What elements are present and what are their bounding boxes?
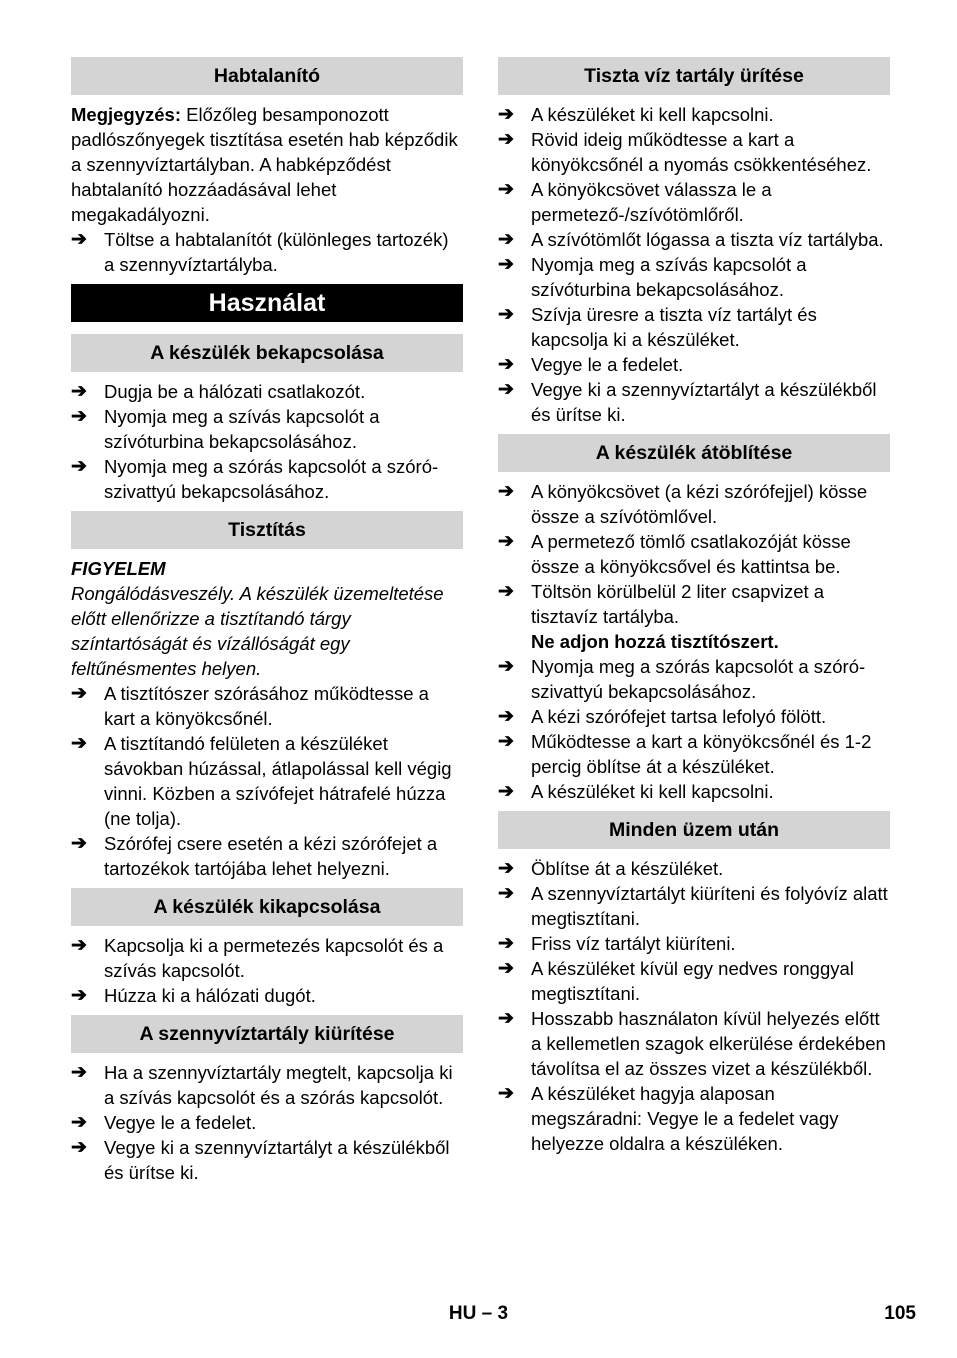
list-item	[71, 1135, 463, 1185]
list-item	[498, 102, 890, 127]
list-item	[71, 404, 463, 454]
list-item-text: Nyomja meg a szívás kapcsolót a szívóturbina bekapcsolásához.	[531, 254, 807, 300]
section-heading-tisztaviz: Tiszta víz tartály ürítése	[498, 57, 890, 95]
right-column	[498, 57, 890, 1156]
list-item-text: A kézi szórófejet tartsa lefolyó fölött.	[531, 706, 827, 727]
list-item-text: A készüléket ki kell kapcsolni.	[531, 104, 774, 125]
section-heading-bekapcsolas: A készülék bekapcsolása	[71, 334, 463, 372]
arrow-right-icon: ➔	[498, 104, 514, 125]
list-item	[498, 302, 890, 352]
arrow-right-icon: ➔	[71, 935, 87, 956]
section-heading-habtalanito: Habtalanító	[71, 57, 463, 95]
arrow-right-icon: ➔	[498, 1083, 514, 1104]
list-item	[498, 654, 890, 704]
list-item-text: Friss víz tartályt kiüríteni.	[531, 933, 736, 954]
arrow-right-icon: ➔	[498, 1008, 514, 1029]
arrow-right-icon: ➔	[498, 883, 514, 904]
list-item-text: A tisztítandó felületen a készüléket sávokban húzással, átlapolással kell végig vinni. Közben a szívófejet hátrafelé húzza (ne tolja).	[104, 733, 452, 829]
arrow-right-icon: ➔	[71, 1137, 87, 1158]
list-item	[71, 1110, 463, 1135]
list-item-text: Rövid ideig működtesse a kart a könyökcsőnél a nyomás csökkentéséhez.	[531, 129, 872, 175]
list-item	[498, 377, 890, 427]
list-item-text: Nyomja meg a szórás kapcsolót a szóró-szivattyú bekapcsolásához.	[531, 656, 866, 702]
section-heading-minden: Minden üzem után	[498, 811, 890, 849]
list-item	[498, 1081, 890, 1156]
list-item-text: Töltse a habtalanítót (különleges tartozék) a szennyvíztartályba.	[104, 229, 449, 275]
list-item-text: Vegye ki a szennyvíztartályt a készülékből és ürítse ki.	[531, 379, 877, 425]
notice-text: Rongálódásveszély. A készülék üzemeltetése előtt ellenőrizze a tisztítandó tárgy színtartóságát és vízállóságát egy feltűnésmentes helyen.	[71, 583, 444, 679]
arrow-right-icon: ➔	[498, 958, 514, 979]
arrow-right-icon: ➔	[71, 1112, 87, 1133]
arrow-right-icon: ➔	[71, 833, 87, 854]
list-item	[71, 933, 463, 983]
list-item	[498, 856, 890, 881]
list-item-text: Ha a szennyvíztartály megtelt, kapcsolja ki a szívás kapcsolót és a szórás kapcsolót.	[104, 1062, 453, 1108]
arrow-right-icon: ➔	[71, 229, 87, 250]
arrow-right-icon: ➔	[71, 683, 87, 704]
list-item	[498, 252, 890, 302]
list-item	[498, 177, 890, 227]
page-number: 105	[884, 1303, 916, 1324]
arrow-right-icon: ➔	[498, 656, 514, 677]
list-item	[498, 956, 890, 1006]
arrow-right-icon: ➔	[498, 706, 514, 727]
note-paragraph	[71, 102, 463, 227]
list-item-text: A szennyvíztartályt kiüríteni és folyóvíz alatt megtisztítani.	[531, 883, 888, 929]
list-item	[498, 779, 890, 804]
arrow-right-icon: ➔	[498, 379, 514, 400]
list-item-text: Vegye le a fedelet.	[531, 354, 684, 375]
szennyviz-list	[71, 1060, 463, 1185]
arrow-right-icon: ➔	[71, 456, 87, 477]
arrow-right-icon: ➔	[498, 481, 514, 502]
list-item	[498, 729, 890, 779]
arrow-right-icon: ➔	[498, 781, 514, 802]
list-item	[498, 579, 890, 629]
list-item	[498, 704, 890, 729]
list-item	[71, 681, 463, 731]
tisztitas-list	[71, 681, 463, 881]
bold-note: Ne adjon hozzá tisztítószert.	[531, 631, 779, 652]
note-label: Megjegyzés:	[71, 104, 182, 125]
minden-list	[498, 856, 890, 1156]
list-item-text: A permetező tömlő csatlakozóját kösse össze a könyökcsővel és kattintsa be.	[531, 531, 851, 577]
list-item-text: Vegye ki a szennyvíztartályt a készülékből és ürítse ki.	[104, 1137, 450, 1183]
arrow-right-icon: ➔	[71, 406, 87, 427]
arrow-right-icon: ➔	[498, 229, 514, 250]
list-item	[498, 1006, 890, 1081]
list-item	[71, 227, 463, 277]
list-item-text: Hosszabb használaton kívül helyezés előtt a kellemetlen szagok elkerülése érdekében távolítsa el az összes vizet a készülékből.	[531, 1008, 886, 1079]
arrow-right-icon: ➔	[498, 531, 514, 552]
arrow-right-icon: ➔	[498, 304, 514, 325]
arrow-right-icon: ➔	[71, 381, 87, 402]
list-item-text: Nyomja meg a szívás kapcsolót a szívóturbina bekapcsolásához.	[104, 406, 380, 452]
list-item	[71, 731, 463, 831]
arrow-right-icon: ➔	[498, 581, 514, 602]
list-item-text: Szórófej csere esetén a kézi szórófejet a tartozékok tartójába lehet helyezni.	[104, 833, 438, 879]
arrow-right-icon: ➔	[498, 129, 514, 150]
list-item-text: Vegye le a fedelet.	[104, 1112, 257, 1133]
arrow-right-icon: ➔	[498, 179, 514, 200]
atoblites-list	[498, 479, 890, 629]
list-item-text: Kapcsolja ki a permetezés kapcsolót és a szívás kapcsolót.	[104, 935, 444, 981]
list-item	[498, 227, 890, 252]
arrow-right-icon: ➔	[71, 985, 87, 1006]
list-item	[498, 127, 890, 177]
notice-title: FIGYELEM	[71, 558, 166, 579]
list-item	[71, 831, 463, 881]
list-item	[71, 1060, 463, 1110]
list-item-text: A tisztítószer szórásához működtesse a kart a könyökcsőnél.	[104, 683, 429, 729]
arrow-right-icon: ➔	[498, 254, 514, 275]
list-item	[71, 454, 463, 504]
section-heading-atoblites: A készülék átöblítése	[498, 434, 890, 472]
note-text: Előzőleg besamponozott padlószőnyegek tisztítása esetén hab képződik a szennyvíztartályban. A habképződést habtalanító hozzáadásával lehet megakadályozni.	[71, 104, 458, 225]
arrow-right-icon: ➔	[498, 933, 514, 954]
section-heading-tisztitas: Tisztítás	[71, 511, 463, 549]
list-item	[498, 881, 890, 931]
arrow-right-icon: ➔	[71, 1062, 87, 1083]
arrow-right-icon: ➔	[498, 858, 514, 879]
list-item-text: Dugja be a hálózati csatlakozót.	[104, 381, 366, 402]
atoblites-list-2	[498, 654, 890, 804]
list-item	[498, 529, 890, 579]
left-column	[71, 57, 463, 1185]
list-item-text: A készüléket kívül egy nedves ronggyal megtisztítani.	[531, 958, 854, 1004]
list-item-text: Töltsön körülbelül 2 liter csapvizet a tisztavíz tartályba.	[531, 581, 825, 627]
list-item	[498, 931, 890, 956]
list-item-text: A készüléket ki kell kapcsolni.	[531, 781, 774, 802]
kikapcsolas-list	[71, 933, 463, 1008]
list-item-text: A könyökcsövet válassza le a permetező-/szívótömlőről.	[531, 179, 772, 225]
list-item	[71, 983, 463, 1008]
list-item-text: A szívótömlőt lógassa a tiszta víz tartályba.	[531, 229, 884, 250]
list-item-text: A készüléket hagyja alaposan megszáradni: Vegye le a fedelet vagy helyezze oldalra a készüléken.	[531, 1083, 839, 1154]
list-item-text: Nyomja meg a szórás kapcsolót a szóró-szivattyú bekapcsolásához.	[104, 456, 439, 502]
tisztaviz-list	[498, 102, 890, 427]
list-item-text: A könyökcsövet (a kézi szórófejjel) kösse össze a szívótömlővel.	[531, 481, 868, 527]
arrow-right-icon: ➔	[498, 731, 514, 752]
list-item	[498, 479, 890, 529]
bekapcsolas-list	[71, 379, 463, 504]
arrow-right-icon: ➔	[71, 733, 87, 754]
habtalanito-list	[71, 227, 463, 277]
arrow-right-icon: ➔	[498, 354, 514, 375]
section-heading-szennyviz: A szennyvíztartály kiürítése	[71, 1015, 463, 1053]
chapter-heading: Használat	[71, 284, 463, 322]
section-heading-kikapcsolas: A készülék kikapcsolása	[71, 888, 463, 926]
list-item	[498, 352, 890, 377]
footer-section: HU – 3	[448, 1303, 509, 1324]
list-item	[71, 379, 463, 404]
list-item-text: Szívja üresre a tiszta víz tartályt és kapcsolja ki a készüléket.	[531, 304, 817, 350]
list-item-text: Működtesse a kart a könyökcsőnél és 1-2 percig öblítse át a készüléket.	[531, 731, 872, 777]
list-item-text: Húzza ki a hálózati dugót.	[104, 985, 316, 1006]
list-item-text: Öblítse át a készüléket.	[531, 858, 724, 879]
